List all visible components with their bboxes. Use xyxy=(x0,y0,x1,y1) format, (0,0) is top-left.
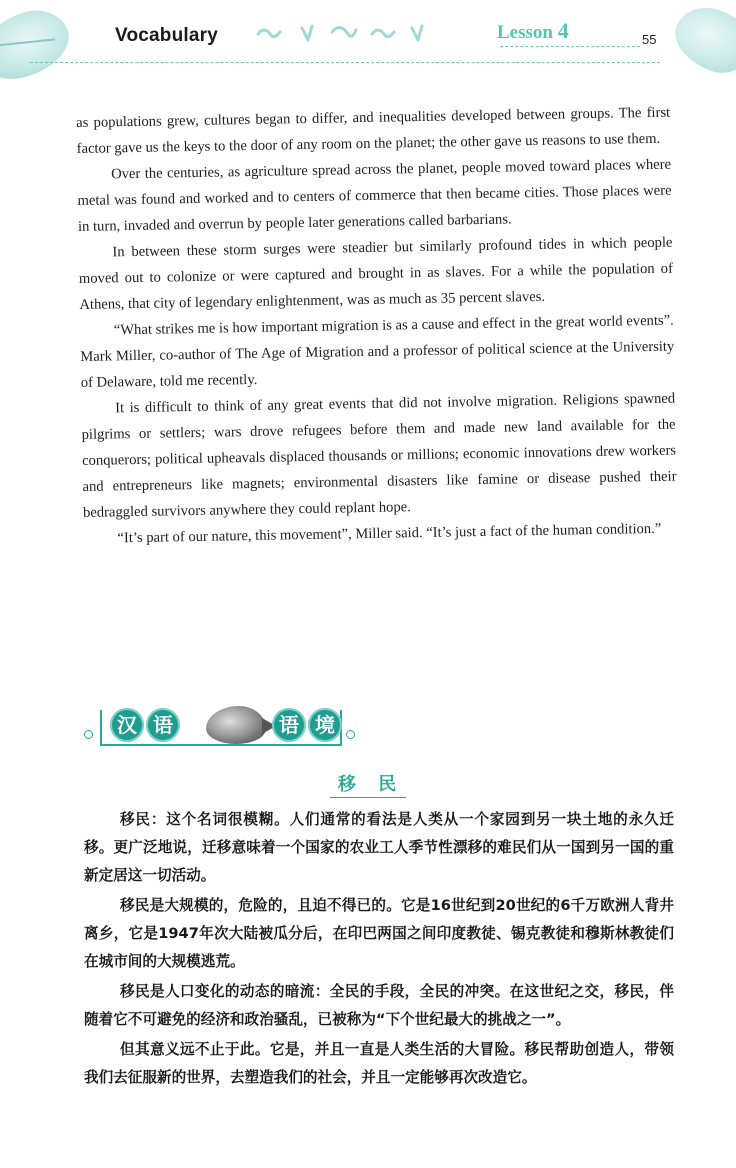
lesson-number: 4 xyxy=(557,18,569,43)
brush-stroke-decoration xyxy=(250,18,450,46)
chinese-paragraph: 移民：这个名词很模糊。人们通常的看法是人类从一个家园到另一块土地的永久迁移。更广泛地说，迁移意味着一个国家的农业工人季节性漂移的难民们从一国到另一国的重新定居这一切活动。 xyxy=(84,811,674,884)
banner-dot-right xyxy=(346,730,355,739)
english-paragraph: In between these storm surges were steadier but similarly profound tides in which people moved out to colonize or were captured and brought in as slaves. For a while the population of Athens, that city of legendary enlightenment, was as much as 35 percent slaves. xyxy=(78,234,673,313)
leaf-decoration-right xyxy=(666,0,736,82)
lesson-word: Lesson xyxy=(497,22,553,43)
english-paragraph: “What strikes me is how important migration is as a cause and effect in the great world events”. Mark Miller, co-author of The Age of Migration and a professor of political science at the University of Delaware, told me recently. xyxy=(80,312,675,391)
chinese-context-banner xyxy=(84,704,364,750)
banner-char: 语 xyxy=(272,708,306,742)
page-header xyxy=(0,0,736,80)
chinese-paragraph: 移民是人口变化的动态的暗流：全民的手段，全民的冲突。在这世纪之交，移民，伴随着它不可避免的经济和政治骚乱，已被称为“下个世纪最大的挑战之一”。 xyxy=(84,983,674,1028)
fish-icon xyxy=(206,706,266,744)
chinese-paragraph: 但其意义远不止于此。它是，并且一直是人类生活的大冒险。移民帮助创造人，带领我们去征服新的世界，去塑造我们的社会，并且一定能够再次改造它。 xyxy=(84,1041,674,1086)
lesson-label xyxy=(497,18,569,44)
chinese-paragraph: 移民是大规模的，危险的，且迫不得已的。它是16世纪到20世纪的6千万欧洲人背井离乡，它是1947年次大陆被瓜分后，在印巴两国之间印度教徒、锡克教徒和穆斯林教徒们在城市间的大规模逃荒。 xyxy=(84,897,674,970)
chinese-text-body xyxy=(84,806,674,1094)
banner-char: 语 xyxy=(146,708,180,742)
english-paragraph: It is difficult to think of any great events that did not involve migration. Religions spawned pilgrims or settlers; wars drove refugees before them and made new land available for the conquerors; political upheavals displaced thousands or millions; economic innovations drew workers and entrepreneurs like magnets; environmental disasters like famine or disease pushed their bedraggled survivors anywhere they could replant hope. xyxy=(81,390,677,521)
banner-char: 汉 xyxy=(110,708,144,742)
chinese-title-text: 移 民 xyxy=(330,774,406,798)
header-divider-short xyxy=(500,46,640,47)
banner-dot-left xyxy=(84,730,93,739)
english-paragraph: as populations grew, cultures began to differ, and inequalities developed between groups. The first factor gave us the keys to the door of any room on the planet; the other gave us reasons to use them. xyxy=(76,104,671,157)
english-text-body xyxy=(76,100,678,552)
chinese-section-title xyxy=(0,770,736,796)
english-paragraph: Over the centuries, as agriculture spread across the planet, people moved toward places where metal was found and worked and to centers of commerce that then became cities. Those places were in turn, invaded and overrun by people later generations called barbarians. xyxy=(77,156,672,235)
english-paragraph: “It’s part of our nature, this movement”, Miller said. “It’s just a fact of the human condition.” xyxy=(117,520,662,547)
header-divider xyxy=(30,62,660,63)
banner-char: 境 xyxy=(308,708,342,742)
section-title: Vocabulary xyxy=(115,25,219,46)
page-number: 55 xyxy=(642,32,657,47)
leaf-decoration-left xyxy=(0,1,77,88)
